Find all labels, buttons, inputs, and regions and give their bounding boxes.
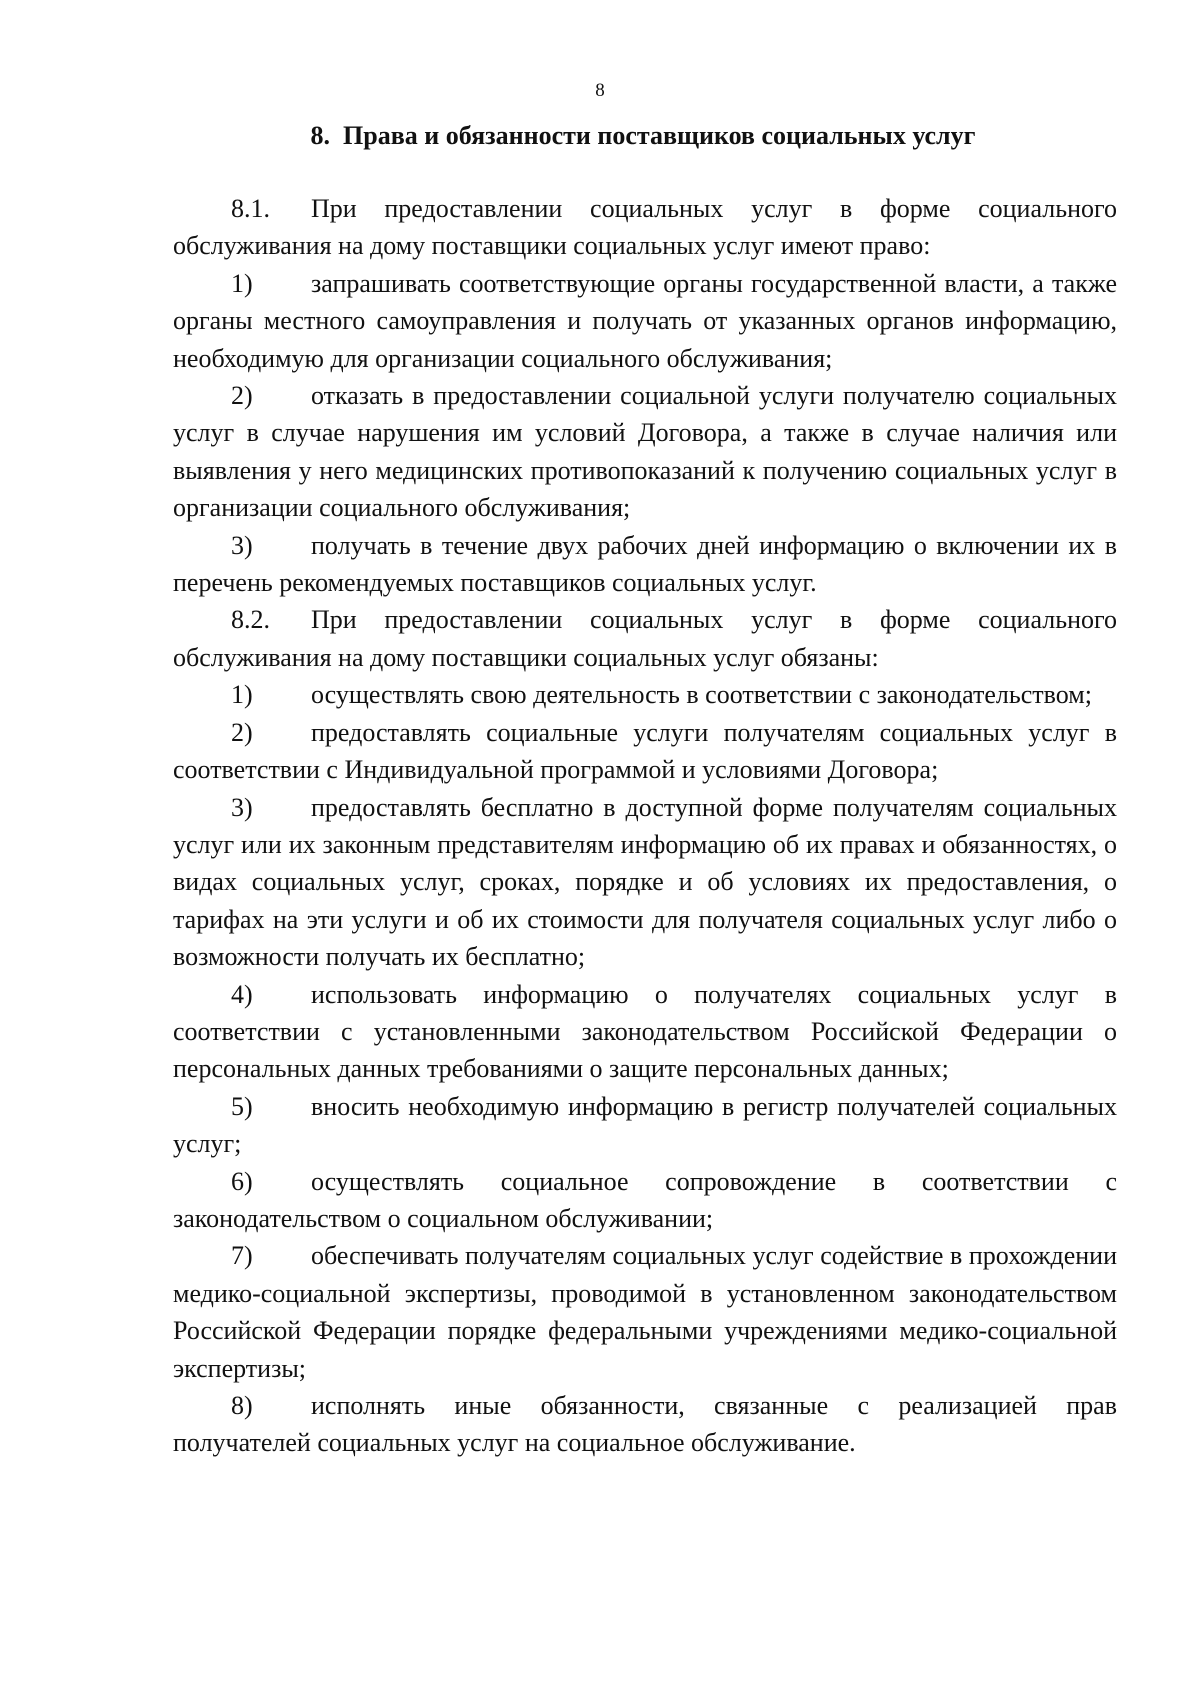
item-number: 3) [231, 792, 253, 822]
list-item [173, 265, 1117, 377]
item-number: 7) [231, 1241, 253, 1271]
clause-number: 8.2. [231, 605, 270, 635]
section-heading-number: 8. [310, 121, 331, 150]
clause-8-1 [173, 190, 1117, 265]
item-text: осуществлять социальное сопровождение в соответствии с законодательством о социальном обслуживании; [173, 1166, 1117, 1233]
item-text: осуществлять свою деятельность в соответствии с законодательством; [311, 680, 1092, 710]
item-text: запрашивать соответствующие органы государственной власти, а также органы местного самоуправления и получать от указанных органов информацию, необходимую для организации социального обслуживания; [173, 268, 1117, 373]
item-number: 3) [231, 530, 253, 560]
item-number: 2) [231, 717, 253, 747]
clause-text: При предоставлении социальных услуг в форме социального обслуживания на дому поставщики социальных услуг имеют право: [173, 194, 1117, 261]
list-item [173, 714, 1117, 789]
item-number: 8) [231, 1391, 253, 1420]
list-item [173, 1387, 1117, 1462]
section-heading-title: Права и обязанности поставщиков социальных услуг [343, 121, 976, 150]
item-number: 6) [231, 1166, 253, 1196]
page-number: 8 [595, 80, 605, 101]
item-number: 4) [231, 979, 253, 1009]
list-item [173, 976, 1117, 1088]
item-text: предоставлять бесплатно в доступной форме получателям социальных услуг или их законным представителям информацию об их правах и обязанностях, о видах социальных услуг, сроках, порядке и об условиях их предоставления, о тарифах на эти услуги и об их стоимости для получателя социальных услуг либо о возможности получать их бесплатно; [173, 792, 1117, 972]
list-item [173, 1163, 1117, 1238]
clause-text: При предоставлении социальных услуг в форме социального обслуживания на дому поставщики социальных услуг обязаны: [173, 605, 1117, 672]
item-text: вносить необходимую информацию в регистр получателей социальных услуг; [173, 1091, 1117, 1159]
clause-number: 8.1. [231, 194, 270, 223]
item-text: отказать в предоставлении социальной услуги получателю социальных услуг в случае нарушения им условий Договора, а также в случае наличия или выявления у него медицинских противопоказаний к получению социальных услуг в организации социального обслуживания; [173, 381, 1117, 523]
item-text: использовать информацию о получателях социальных услуг в соответствии с установленными законодательством Российской Федерации о персональных данных требованиями о защите персональных данных; [173, 979, 1117, 1084]
item-text: исполнять иные обязанности, связанные с реализацией прав получателей социальных услуг на социальное обслуживание. [173, 1391, 1117, 1458]
item-number: 1) [231, 680, 253, 710]
item-text: обеспечивать получателям социальных услуг содействие в прохождении медико-социальной экспертизы, проводимой в установленном законодательством Российской Федерации порядке федеральными учреждениями медико-социальной экспертизы; [173, 1241, 1117, 1383]
list-item [173, 527, 1117, 602]
item-text: получать в течение двух рабочих дней информацию о включении их в перечень рекомендуемых поставщиков социальных услуг. [173, 530, 1117, 598]
list-item [173, 676, 1117, 713]
list-item [173, 1088, 1117, 1163]
list-item [173, 1237, 1117, 1387]
section-body [173, 190, 1117, 1462]
list-item [173, 789, 1117, 976]
section-heading [160, 121, 1126, 151]
item-text: предоставлять социальные услуги получателям социальных услуг в соответствии с Индивидуальной программой и условиями Договора; [173, 717, 1117, 785]
item-number: 2) [231, 381, 253, 411]
clause-8-2 [173, 601, 1117, 676]
list-item [173, 377, 1117, 527]
item-number: 5) [231, 1091, 253, 1121]
item-number: 1) [231, 268, 253, 298]
